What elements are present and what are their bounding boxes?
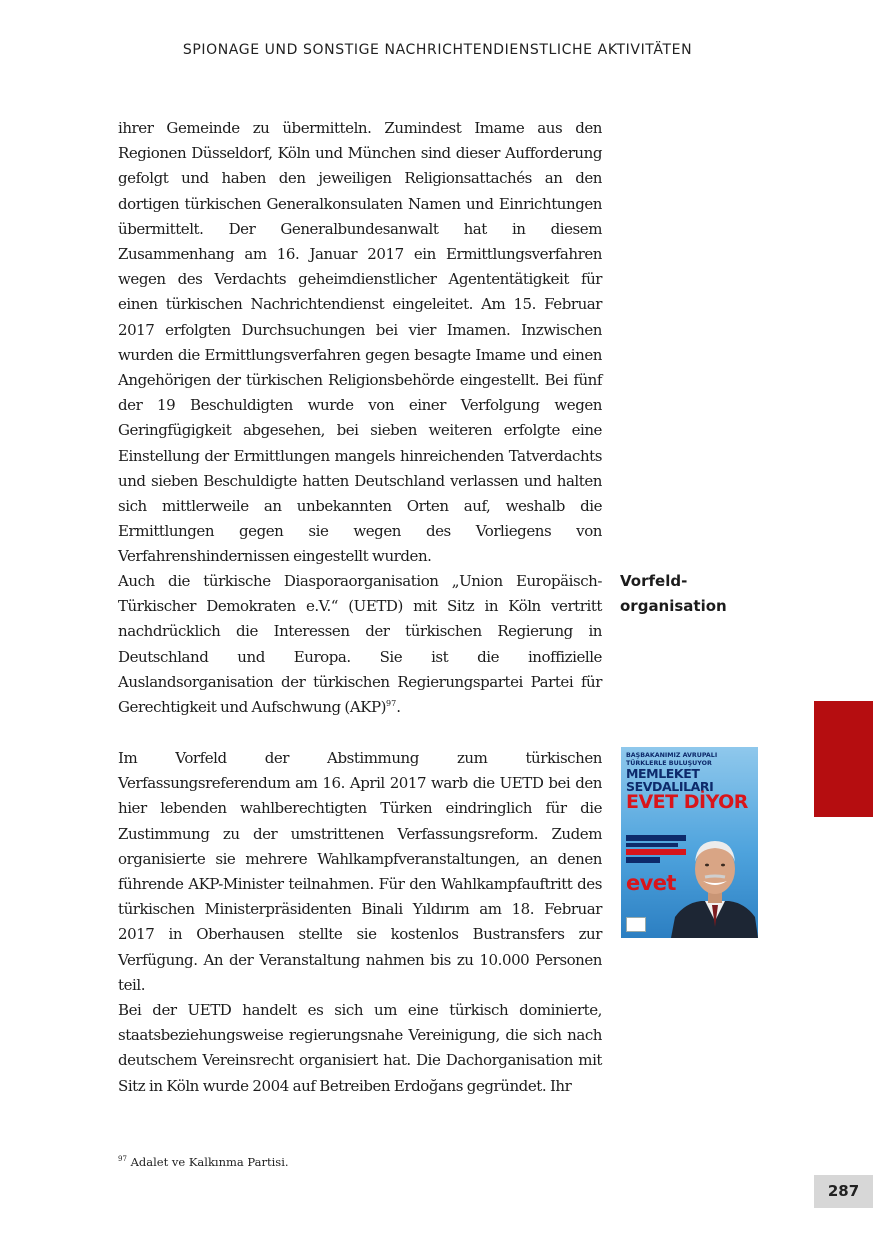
poster-headline-small: BAŞBAKANIMIZ AVRUPALI TÜRKLERLE BULUŞUYOR: [626, 752, 718, 767]
chapter-tab-marker: [814, 701, 873, 817]
footnote-reference: 97: [386, 699, 397, 709]
poster-ballot-card: [626, 917, 646, 932]
poster-headline-red: EVET DİYOR: [626, 791, 748, 813]
page-number: 287: [814, 1175, 873, 1208]
body-paragraph-1: ihrer Gemeinde zu übermitteln. Zumindest Imame aus den Regionen Düsseldorf, Köln und München sind dieser Aufforderung gefolgt und haben den jeweiligen Religionsattachés an den dortigen türkischen Generalkonsulaten Namen und Einrichtungen übermittelt. Der Generalbundesanwalt hat in diesem Zusammenhang am 16. Januar 2017 ein Ermittlungsverfahren wegen des Verdachts geheimdienstlicher Agententätigkeit für einen türkischen Nachrichtendienst eingeleitet. Am 15. Februar 2017 erfolgten Durchsuchungen bei vier Imamen. Inzwischen wurden die Ermittlungsverfahren gegen besagte Imame und einen Angehörigen der türkischen Religionsbehörde eingestellt. Bei fünf der 19 Beschuldigten wurde von einer Verfolgung wegen Geringfügigkeit abgesehen, bei sieben weiteren erfolgte eine Einstellung der Ermittlungen mangels hinreichenden Tatverdachts und sieben Beschuldigte hatten Deutschland verlassen und halten sich mittlerweile an unbekannten Orten auf, weshalb die Ermittlungen gegen sie wegen des Vorliegens von Verfahrenshindernissen eingestellt wurden.: [118, 119, 602, 566]
body-paragraph-2: [118, 569, 602, 720]
running-head: SPIONAGE UND SONSTIGE NACHRICHTENDIENSTLICHE AKTIVITÄTEN: [182, 42, 693, 58]
poster-evet-logo: evet: [626, 871, 676, 895]
footnote: [118, 1155, 618, 1169]
footnote-text: Adalet ve Kalkınma Partisi.: [126, 1155, 289, 1169]
poster-portrait-illustration: [671, 829, 758, 938]
footnote-number: 97: [118, 1155, 127, 1164]
body-paragraph-2-text: Auch die türkische Diasporaorganisation „Union Europäisch-Türkischer Demokraten e.V.“ (UETD) mit Sitz in Köln vertritt nachdrücklich die Interessen der türkischen Regierung in Deutschland und Europa. Sie ist die inoffizielle Auslandsorganisation der türkischen Regierungspartei Partei für Gerechtigkeit und Aufschwung (AKP): [118, 572, 602, 717]
poster-headline-blue: MEMLEKET SEVDALILARI: [626, 766, 714, 794]
body-paragraph-3: Im Vorfeld der Abstimmung zum türkischen Verfassungsreferendum am 16. April 2017 warb die UETD bei den hier lebenden wahlberechtigten Türken eindringlich für die Zustimmung zu der umstrittenen Verfassungsreform. Zudem organisierte sie mehrere Wahlkampfveranstaltungen, an denen führende AKP-Minister teilnahmen. Für den Wahlkampfauftritt des türkischen Ministerpräsidenten Binali Yıldırım am 18. Februar 2017 in Oberhausen stellte sie kostenlos Bustransfers zur Verfügung. An der Veranstaltung nahmen bis zu 10.000 Personen teil.: [118, 749, 602, 994]
campaign-poster-image: [621, 747, 758, 938]
body-paragraph-4: Bei der UETD handelt es sich um eine türkisch dominierte, staatsbeziehungsweise regierungsnahe Vereinigung, die sich nach deutschem Vereinsrecht organisiert hat. Die Dachorganisation mit Sitz in Köln wurde 2004 auf Betreiben Erdoğans gegründet. Ihr: [118, 1001, 602, 1095]
body-paragraph-2-end: .: [396, 698, 401, 717]
margin-note-line-1: Vorfeld-: [620, 572, 688, 590]
margin-note-line-2: organisation: [620, 597, 727, 615]
margin-note: [620, 569, 760, 619]
